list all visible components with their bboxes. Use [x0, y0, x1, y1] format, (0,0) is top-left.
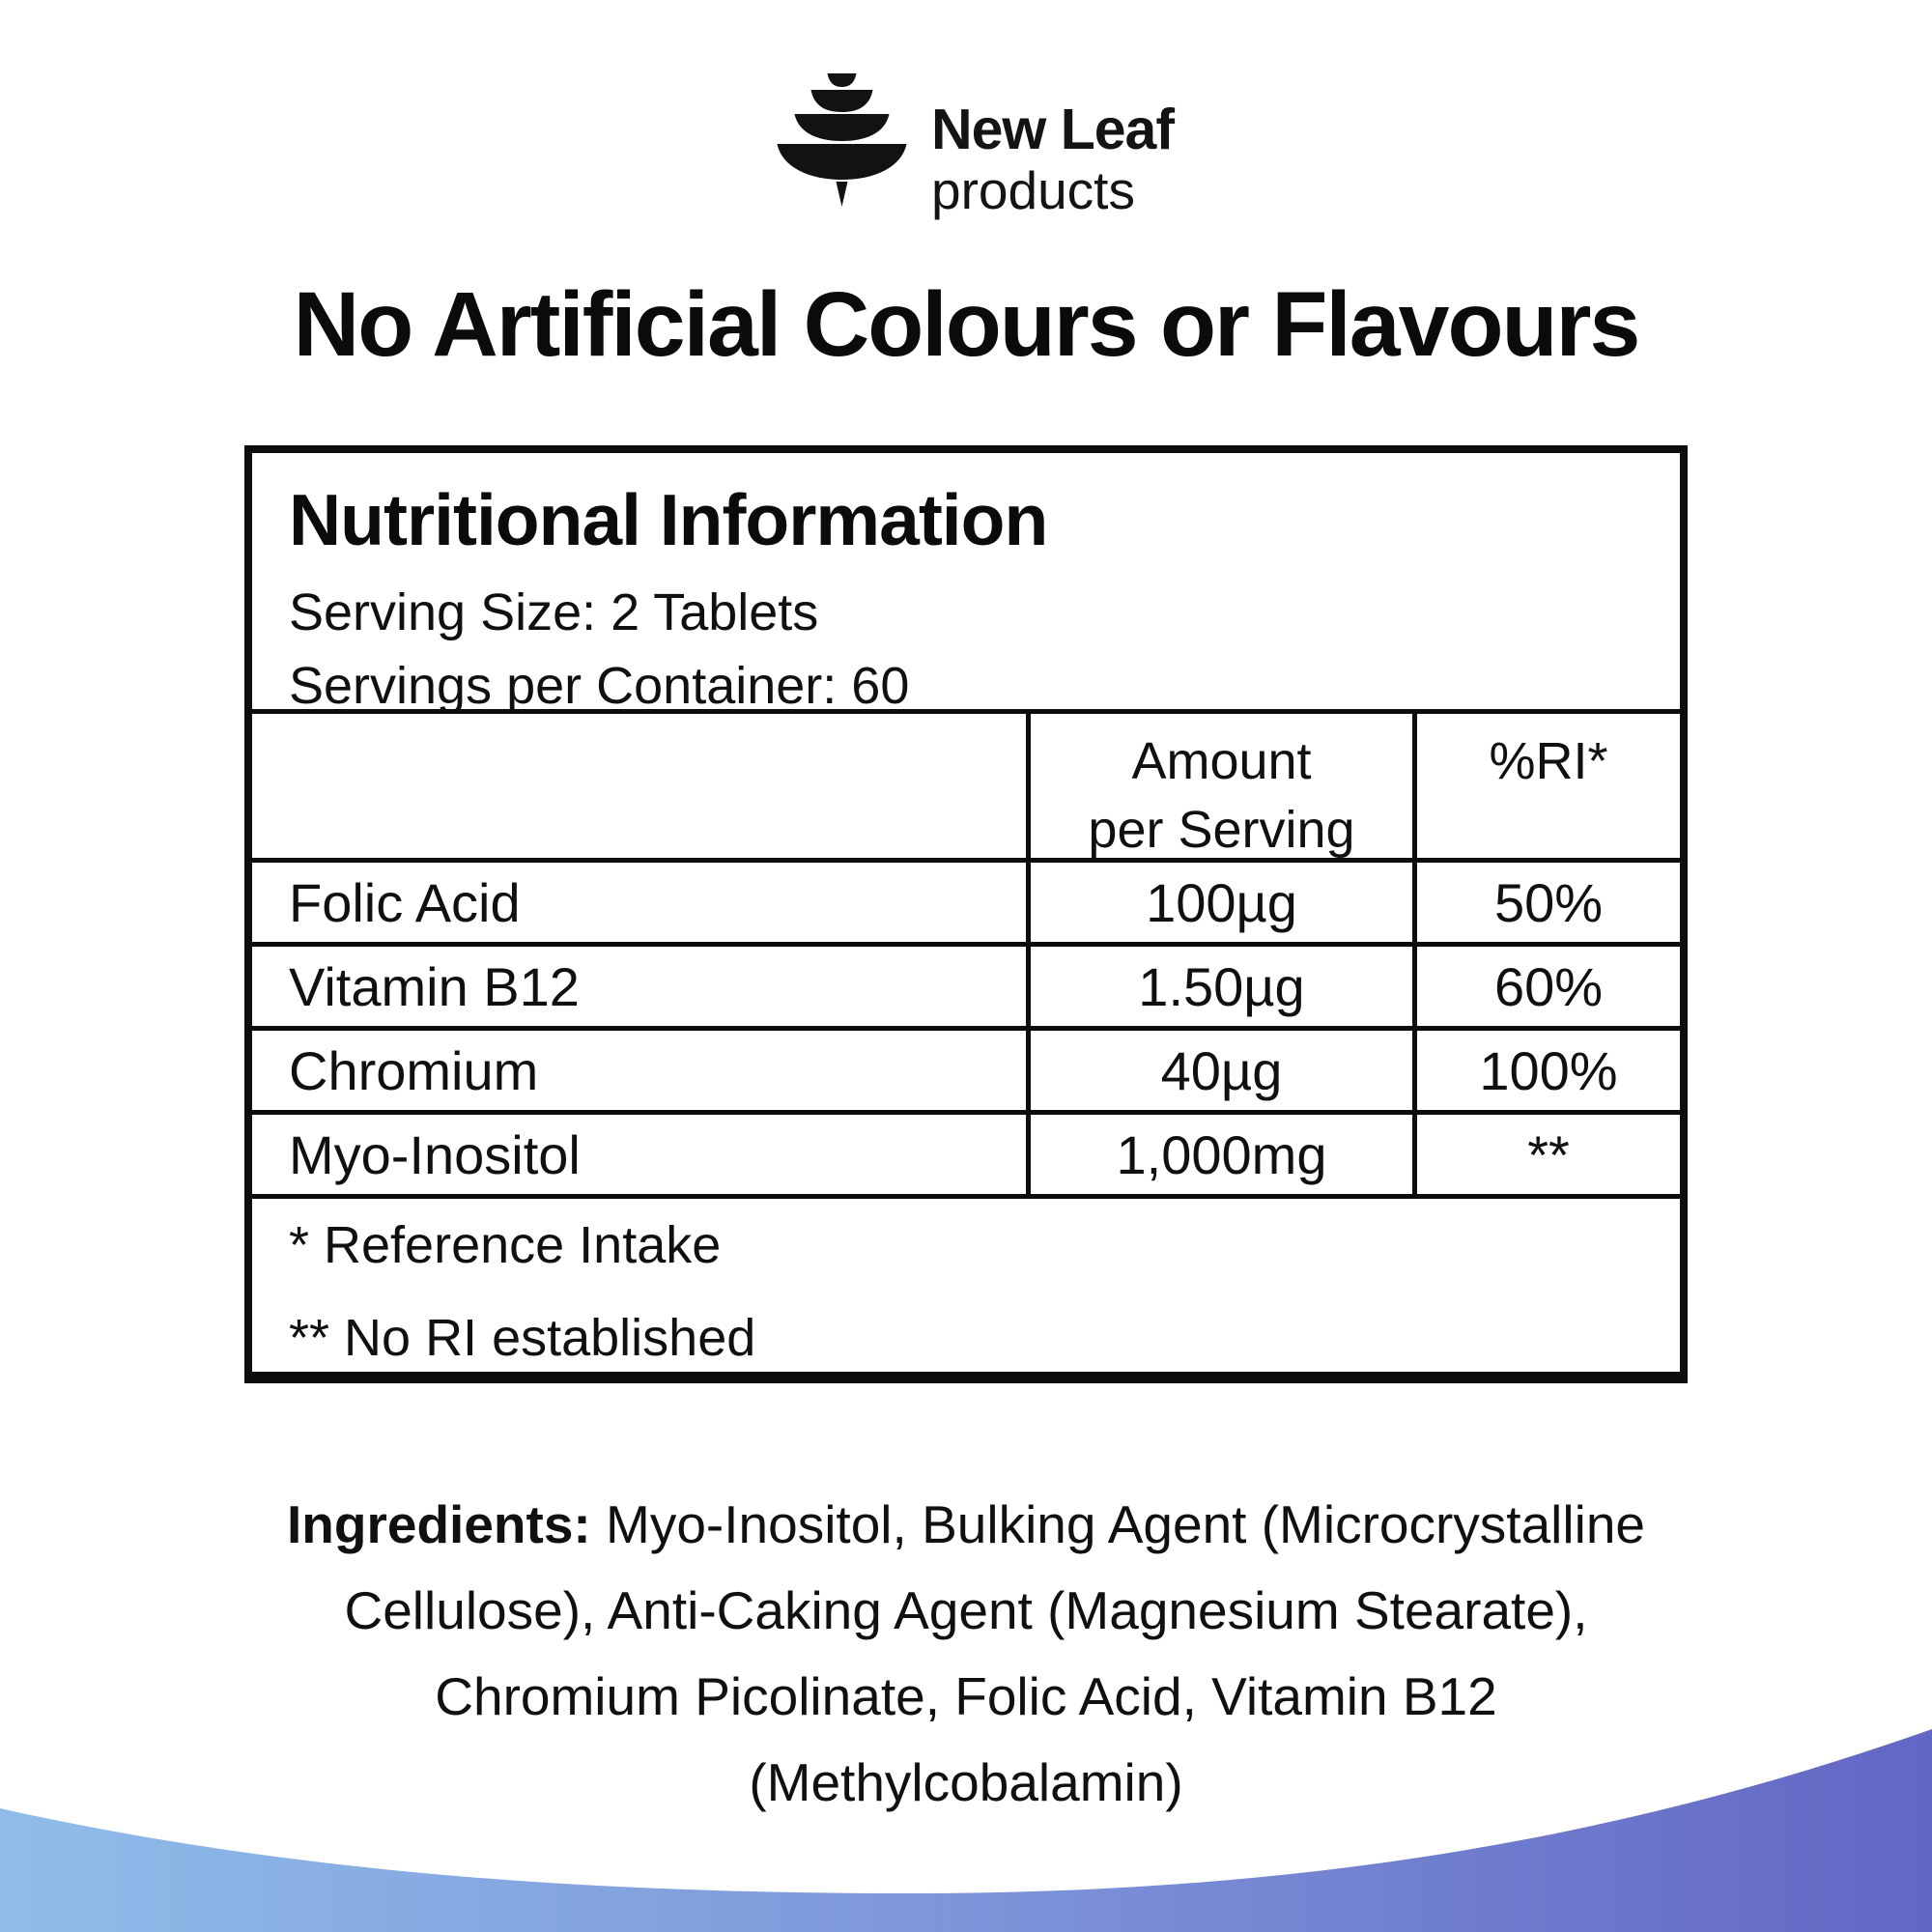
wave-decoration	[0, 1727, 1932, 1932]
col-header-blank	[252, 709, 1026, 858]
amount-cell: 40µg	[1026, 1026, 1412, 1110]
amount-cell: 1.50µg	[1026, 942, 1412, 1026]
servings-per-container-line: Servings per Container: 60	[289, 657, 910, 715]
col-header-amount-line2: per Serving	[1088, 801, 1355, 860]
table-title: Nutritional Information	[289, 479, 1048, 560]
ingredients-line-3: Chromium Picolinate, Folic Acid, Vitamin B12	[435, 1666, 1497, 1726]
col-header-amount	[1026, 709, 1412, 858]
stacked-leaf-tree-icon	[777, 73, 908, 207]
ingredients-line-2: Cellulose), Anti-Caking Agent (Magnesium Stearate),	[344, 1580, 1588, 1640]
ingredients-line-1: Ingredients: Myo-Inositol, Bulking Agent (Microcrystalline	[287, 1494, 1645, 1554]
brand-text	[931, 98, 1175, 221]
ri-cell: 100%	[1412, 1026, 1680, 1110]
nutrient-name-cell: Chromium	[252, 1026, 1026, 1110]
nutrition-table	[244, 445, 1688, 1383]
ri-cell: **	[1412, 1110, 1680, 1194]
ri-cell: 60%	[1412, 942, 1680, 1026]
amount-cell: 1,000mg	[1026, 1110, 1412, 1194]
nutrition-grid	[252, 709, 1680, 1372]
nutrient-name-cell: Myo-Inositol	[252, 1110, 1026, 1194]
footnote-no-ri: ** No RI established	[289, 1309, 756, 1367]
nutrient-name-cell: Folic Acid	[252, 858, 1026, 942]
ingredients-line-4: (Methylcobalamin)	[749, 1752, 1183, 1812]
nutrient-name-cell: Vitamin B12	[252, 942, 1026, 1026]
table-footnotes	[252, 1194, 1680, 1384]
ingredients-label: Ingredients:	[287, 1494, 591, 1554]
brand-subname: products	[931, 160, 1135, 221]
col-header-ri: %RI*	[1412, 709, 1680, 858]
serving-size-line: Serving Size: 2 Tablets	[289, 583, 819, 641]
amount-cell: 100µg	[1026, 858, 1412, 942]
headline: No Artificial Colours or Flavours	[293, 273, 1639, 376]
brand-logo	[777, 73, 1175, 221]
ri-cell: 50%	[1412, 858, 1680, 942]
footnote-reference-intake: * Reference Intake	[289, 1216, 722, 1274]
brand-name: New Leaf	[931, 98, 1175, 161]
nutrition-table-header	[252, 453, 1680, 715]
col-header-amount-line1: Amount	[1131, 732, 1312, 790]
